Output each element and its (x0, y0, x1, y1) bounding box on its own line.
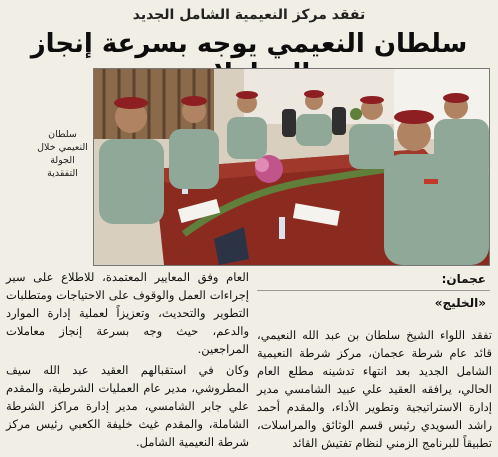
left-column-paragraph-1: العام وفق المعايير المعتمدة، للاطلاع على سير إجراءات العمل والوقوف على الاحتياجات ومتطلبات التطوير والتحديث، وتعزيزاً لعملية إدارة الموارد والدعم، حيث وجه بسرعة إنجاز معاملات المراجعين. (6, 270, 249, 356)
divider-rule (257, 290, 490, 291)
article-column-right (257, 326, 492, 452)
right-column-paragraph-1: تفقد اللواء الشيخ سلطان بن عبد الله النعيمي، قائد عام شرطة عجمان، مركز شرطة النعيمية الشامل الجديد بعد انتهاء تدشينه مطلع العام الحالي، يرافقه العقيد علي عبيد الشامسي مدير إدارة الاستراتيجية وتطوير الأداء، والمقدم أحمد راشد السويدي رئيس قسم الوثائق والمراسلات، تطبيقاً للبرنامج الزمني لنظام تفتيش القائد (257, 328, 492, 450)
article-photo (93, 68, 490, 266)
article-column-left (6, 268, 249, 451)
article-source: «الخليج» (434, 296, 486, 310)
article-dateline: عجمان: (441, 272, 486, 286)
photo-caption: سلطان النعيمي خلال الجولة التفقدية (37, 129, 88, 179)
article-headline: سلطان النعيمي يوجه بسرعة إنجاز (30, 29, 468, 59)
article-kicker: تفقد مركز النعيمية الشامل الجديد (132, 7, 366, 23)
left-column-paragraph-2: وكان في استقبالهم العقيد عبد الله سيف المطروشي، مدير عام العمليات الشرطية، والمقدم علي جابر الشامسي، مدير إدارة مراكز الشرطة الشاملة، والمقدم غيث خليفة الكعبي رئيس مركز شرطة النعيمية الشامل. (6, 363, 249, 449)
